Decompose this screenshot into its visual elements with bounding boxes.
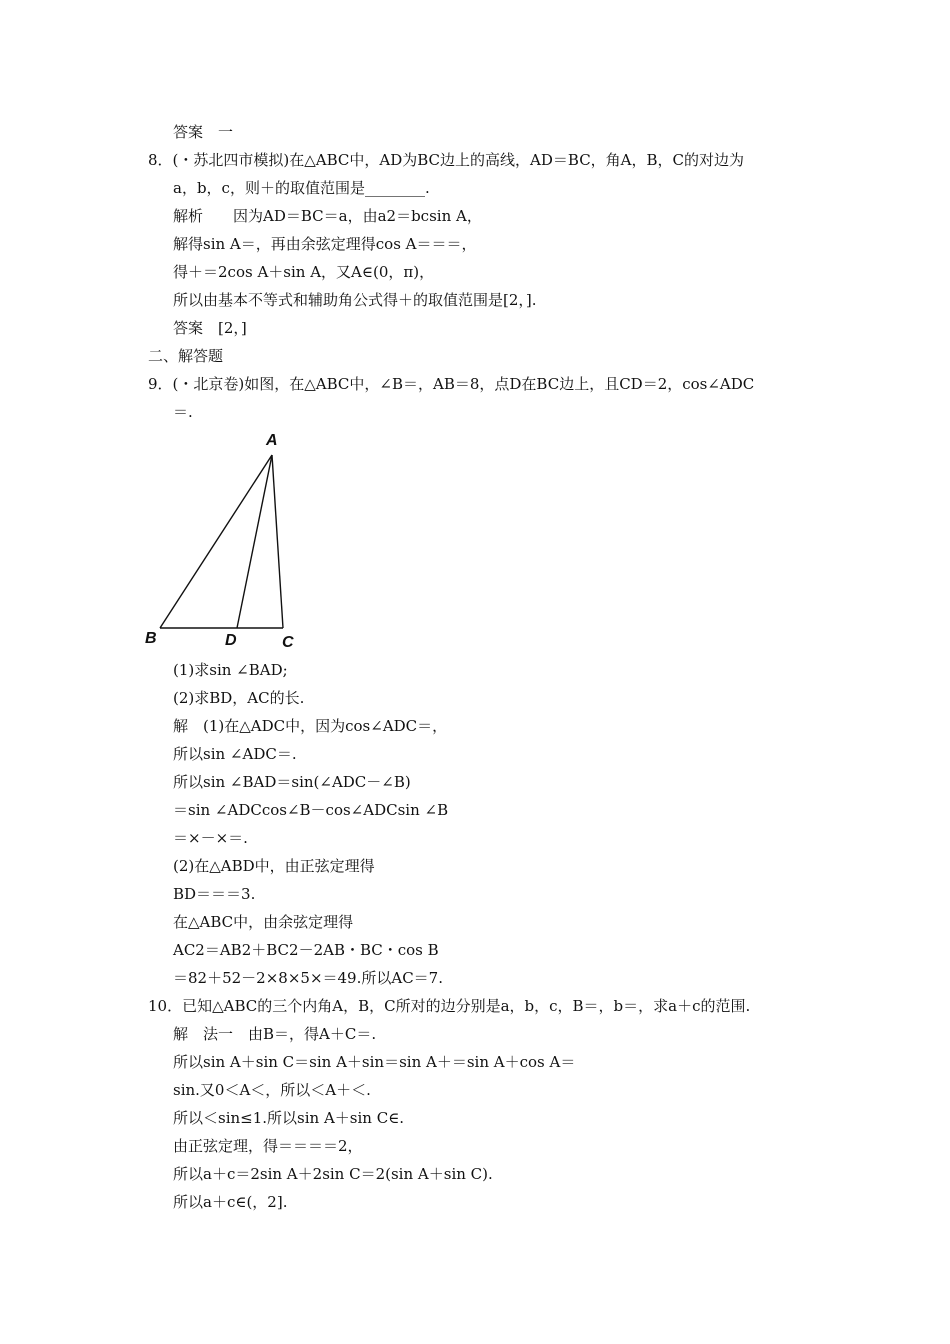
p10-solution-line-7: 所以a＋c∈(，2].: [173, 1193, 288, 1211]
vertex-label-a: A: [266, 432, 278, 449]
solution-line-7: BD＝＝＝3.: [173, 885, 256, 903]
vertex-label-d: D: [225, 632, 237, 649]
question-2: (2)求BD，AC的长.: [173, 689, 305, 707]
analysis-line-3: 得＋＝2cos A＋sin A，又A∈(0，π)，: [173, 263, 435, 281]
p10-solution-line-3: sin.又0＜A＜，所以＜A＋＜.: [173, 1081, 371, 1099]
problem-8-line-1: 8．(・苏北四市模拟)在△ABC中，AD为BC边上的高线，AD＝BC，角A，B，C的对边为: [148, 151, 745, 169]
p10-solution-line-4: 所以＜sin≤1.所以sin A＋sin C∈.: [173, 1109, 405, 1127]
vertex-label-b: B: [145, 630, 157, 647]
answer-line-8: 答案 [2，]: [173, 319, 247, 337]
solution-line-9: AC2＝AB2＋BC2－2AB・BC・cos B: [173, 941, 439, 959]
problem-10-line: 10．已知△ABC的三个内角A，B，C所对的边分别是a，b，c，B＝，b＝，求a＋c的范围.: [148, 997, 751, 1015]
analysis-line-1: 解析 因为AD＝BC＝a，由a2＝bcsin A，: [173, 207, 482, 225]
problem-8-line-2: a，b，c，则＋的取值范围是________.: [173, 179, 430, 197]
triangle-diagram: [140, 428, 310, 656]
solution-line-3: 所以sin ∠BAD＝sin(∠ADC－∠B): [173, 773, 411, 791]
solution-line-8: 在△ABC中，由余弦定理得: [173, 913, 354, 931]
p10-solution-line-1: 解 法一 由B＝，得A＋C＝.: [173, 1025, 377, 1043]
solution-line-6: (2)在△ABD中，由正弦定理得: [173, 857, 375, 875]
solution-line-4: ＝sin ∠ADCcos∠B－cos∠ADCsin ∠B: [173, 801, 449, 819]
vertex-label-c: C: [282, 634, 294, 651]
answer-line: 答案 一: [173, 123, 234, 141]
p10-solution-line-5: 由正弦定理，得＝＝＝＝2，: [173, 1137, 363, 1155]
segment-ac: [272, 455, 283, 628]
question-1: (1)求sin ∠BAD;: [173, 661, 288, 679]
solution-line-1: 解 (1)在△ADC中，因为cos∠ADC＝，: [173, 717, 448, 735]
solution-line-10: ＝82＋52－2×8×5×＝49.所以AC＝7.: [173, 969, 443, 987]
solution-line-2: 所以sin ∠ADC＝.: [173, 745, 297, 763]
triangle-figure: [140, 428, 310, 656]
problem-9-line-1: 9．(・北京卷)如图，在△ABC中，∠B＝，AB＝8，点D在BC边上，且CD＝2，cos∠ADC: [148, 375, 755, 393]
p10-solution-line-2: 所以sin A＋sin C＝sin A＋sin＝sin A＋＝sin A＋cos A＝: [173, 1053, 576, 1071]
analysis-line-2: 解得sin A＝，再由余弦定理得cos A＝＝＝，: [173, 235, 477, 253]
section-heading: 二、解答题: [148, 347, 224, 365]
problem-9-line-2: ＝.: [173, 403, 193, 421]
solution-line-5: ＝×－×＝.: [173, 829, 248, 847]
analysis-line-4: 所以由基本不等式和辅助角公式得＋的取值范围是[2，].: [173, 291, 537, 309]
p10-solution-line-6: 所以a＋c＝2sin A＋2sin C＝2(sin A＋sin C).: [173, 1165, 493, 1183]
